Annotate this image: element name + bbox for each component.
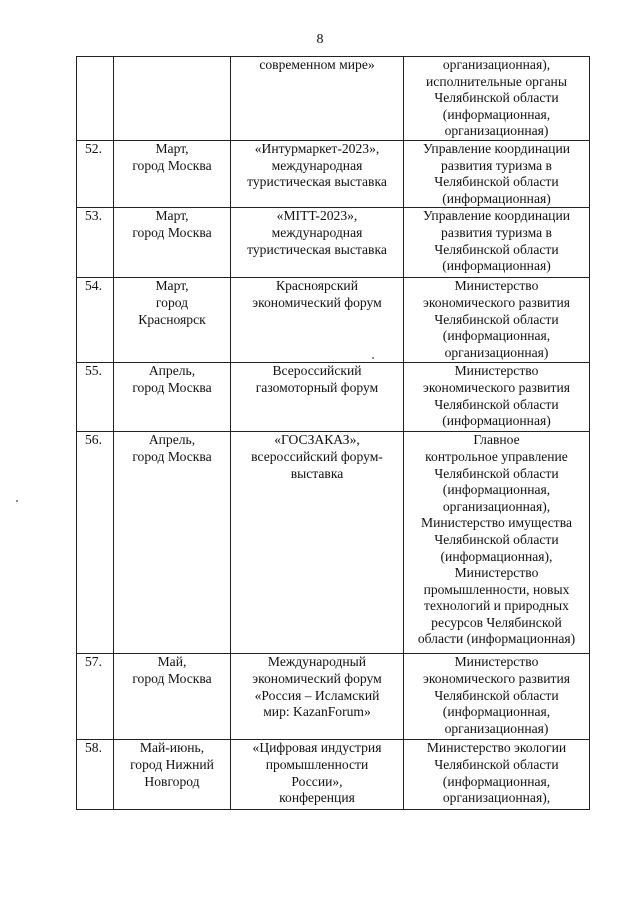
responsible-org-line: организационная) [444,123,549,139]
responsible-org-line: организационная) [444,344,549,360]
event-name-line: туристическая выставка [247,241,387,257]
responsible-org-line: Министерство [454,565,539,581]
responsible-org-cell [404,432,590,654]
responsible-org-cell [404,654,590,740]
scan-speck [372,357,374,359]
responsible-org-line: Управление координации [422,140,571,156]
responsible-org-line: (информационная) [442,190,551,206]
date-location-line: город Москва [132,670,212,686]
date-location-cell [114,432,231,654]
responsible-org-line: Министерство [454,654,539,670]
event-name-line: «MITT-2023», [276,208,358,224]
event-name-line: современном мире» [259,57,375,72]
table-row [77,740,590,810]
event-name-cell [231,57,404,141]
event-name-line: экономический форум [252,294,382,310]
event-name-line: Красноярский [276,278,358,294]
date-location-line: город Москва [132,448,212,464]
table-row [77,208,590,278]
event-name-line: России», [291,773,343,789]
event-name-cell [231,140,404,207]
event-name-line: газомоторный форум [255,379,379,395]
responsible-org-line: Министерство [454,278,539,294]
responsible-org-cell [404,363,590,432]
responsible-org-cell [404,140,590,207]
responsible-org-cell [404,57,590,141]
responsible-org-line: (информационная, [442,773,551,789]
responsible-org-line: организационная) [444,720,549,736]
date-location-cell [114,140,231,207]
responsible-org-line: Министерство имущества [421,515,572,531]
date-location-line: Март, [155,208,189,224]
date-location-cell [114,363,231,432]
responsible-org-line: (информационная, [442,106,551,122]
responsible-org-line: ресурсов Челябинской [431,614,562,630]
date-location-cell [114,654,231,740]
date-location-line: город Москва [132,224,212,240]
responsible-org-line: Министерство экологии [426,740,567,756]
event-name-line: конференция [279,790,355,806]
event-name-cell [231,432,404,654]
responsible-org-line: организационная), [442,498,551,514]
table-row [77,278,590,363]
date-location-cell [114,57,231,141]
scan-speck [16,500,18,502]
date-location-cell [114,740,231,810]
event-name-line: промышленности [265,756,369,772]
date-location-line: Май-июнь, [139,740,205,756]
responsible-org-line: Челябинской области [434,756,559,772]
event-name-cell [231,278,404,363]
responsible-org-line: (информационная), [440,548,553,564]
table-row [77,140,590,207]
responsible-org-line: (информационная, [442,328,551,344]
responsible-org-line: (информационная, [442,482,551,498]
date-location-line: Март, [155,140,189,156]
responsible-org-line: (информационная) [442,413,551,429]
event-name-cell [231,654,404,740]
date-location-line: Май, [157,654,187,670]
date-location-line: Новгород [144,773,200,789]
responsible-org-line: промышленности, новых [423,581,570,597]
responsible-org-cell [404,208,590,278]
event-name-line: «Россия – Исламский [254,687,380,703]
responsible-org-cell [404,740,590,810]
responsible-org-line: развития туризма в [441,224,552,240]
event-name-line: мир: KazanForum» [263,704,371,720]
event-name-line: «Интурмаркет-2023», [254,140,380,156]
date-location-line: Март, [155,278,189,294]
event-name-cell [231,740,404,810]
date-location-line: Апрель, [148,363,196,379]
date-location-line: город Москва [132,157,212,173]
responsible-org-line: Челябинской области [434,465,559,481]
row-number-cell: 55. [77,363,114,432]
row-number-cell: 53. [77,208,114,278]
page-number: 8 [316,32,324,47]
responsible-org-line: экономического развития [423,379,570,395]
row-number-cell: 56. [77,432,114,654]
event-name-line: международная [271,157,363,173]
event-name-line: Международный [267,654,367,670]
responsible-org-line: организационная), [442,57,551,72]
row-number-cell: 54. [77,278,114,363]
responsible-org-line: Челябинской области [434,531,559,547]
responsible-org-line: Челябинской области [434,687,559,703]
responsible-org-line: (информационная) [442,258,551,274]
event-name-line: «ГОСЗАКАЗ», [274,432,360,448]
row-number-cell: 58. [77,740,114,810]
responsible-org-line: развития туризма в [441,157,552,173]
date-location-line: город [155,294,189,310]
responsible-org-line: Челябинской области [434,90,559,106]
date-location-line: город Нижний [130,756,214,772]
date-location-line: Красноярск [138,311,206,327]
date-location-line: Апрель, [148,432,196,448]
responsible-org-line: организационная), [442,790,551,806]
table-row [77,57,590,141]
event-name-line: всероссийский форум- [251,448,383,464]
responsible-org-line: технологий и природных [424,598,569,614]
event-name-line: туристическая выставка [247,174,387,190]
responsible-org-line: Челябинской области [434,311,559,327]
row-number-cell: 57. [77,654,114,740]
event-name-line: экономический форум [252,670,382,686]
event-name-line: Всероссийский [272,363,362,379]
responsible-org-line: Челябинской области [434,174,559,190]
responsible-org-line: Управление координации [422,208,571,224]
responsible-org-line: Главное [473,432,520,448]
responsible-org-line: (информационная, [442,704,551,720]
responsible-org-line: Челябинской области [434,241,559,257]
event-name-cell [231,363,404,432]
date-location-cell [114,278,231,363]
responsible-org-line: экономического развития [423,294,570,310]
responsible-org-cell [404,278,590,363]
responsible-org-line: исполнительные органы [426,73,567,89]
row-number-cell: 52. [77,140,114,207]
event-name-line: «Цифровая индустрия [252,740,382,756]
responsible-org-line: области (информационная) [417,631,576,647]
events-table [76,56,590,810]
table-row [77,654,590,740]
row-number-cell [77,57,114,141]
event-name-cell [231,208,404,278]
table-body [77,57,590,810]
table-row [77,363,590,432]
responsible-org-line: Министерство [454,363,539,379]
responsible-org-line: Челябинской области [434,396,559,412]
table-row [77,432,590,654]
responsible-org-line: экономического развития [423,670,570,686]
date-location-line: город Москва [132,379,212,395]
date-location-cell [114,208,231,278]
event-name-line: выставка [290,465,344,481]
responsible-org-line: контрольное управление [425,448,568,464]
event-name-line: международная [271,224,363,240]
